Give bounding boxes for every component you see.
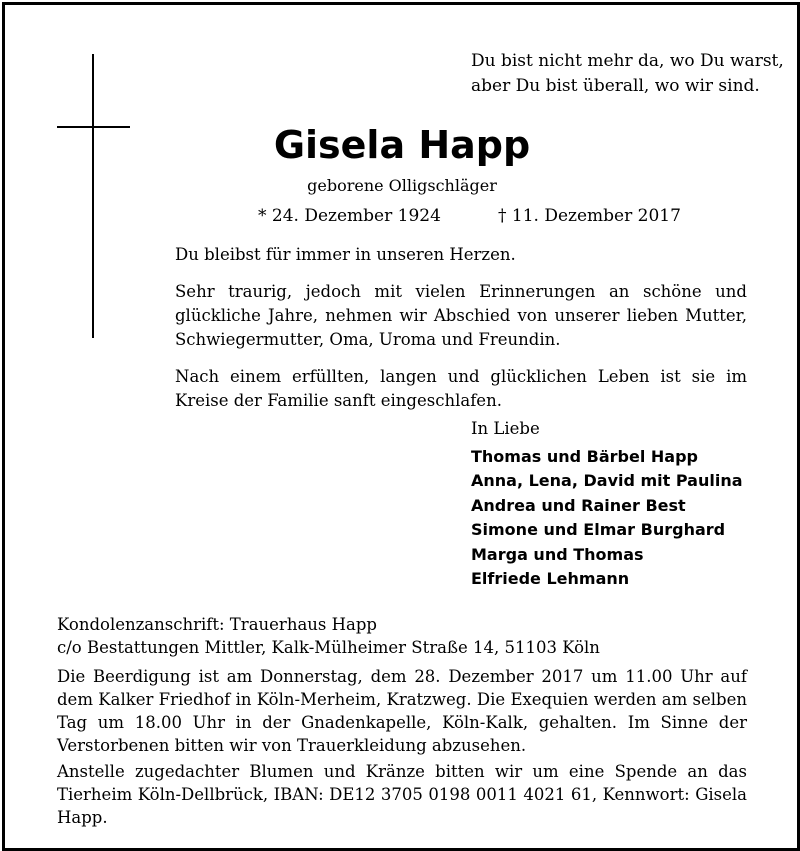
death-date: † 11. Dezember 2017 [498, 206, 681, 226]
mourner-name: Andrea und Rainer Best [471, 495, 686, 515]
birth-date: * 24. Dezember 1924 [258, 206, 441, 226]
deceased-name: Gisela Happ [273, 123, 531, 167]
quote-line: Du bist nicht mehr da, wo Du warst, [471, 51, 784, 71]
address-line: Kondolenzanschrift: Trauerhaus Happ [57, 615, 377, 634]
maiden-name: geborene Olligschläger [307, 176, 497, 195]
mourner-name: Marga und Thomas [471, 544, 644, 564]
obituary-text [175, 243, 747, 426]
mourner-name: Elfriede Lehmann [471, 569, 630, 589]
mourner-name: Anna, Lena, David mit Paulina [471, 471, 743, 491]
paragraph: Sehr traurig, jedoch mit vielen Erinnerungen an schöne und glückliche Jahre, nehmen wir Abschied von unserer lieben Mutter, Schwiegermutter, Oma, Uroma und Freundin. [175, 282, 747, 349]
condolence-address [57, 613, 600, 659]
memorial-quote [471, 49, 791, 99]
mourners-list [471, 445, 743, 591]
paragraph: Die Beerdigung ist am Donnerstag, dem 28. Dezember 2017 um 11.00 Uhr auf dem Kalker Friedhof in Köln-Merheim, Kratzweg. Die Exequien werden am selben Tag um 18.00 Uhr in der Gnadenkapelle, Köln-Kalk, gehalten. Im Sinne der Verstorbenen bitten wir von Trauerkleidung abzusehen. [57, 667, 747, 755]
funeral-details [57, 665, 747, 832]
quote-line: aber Du bist überall, wo wir sind. [471, 76, 760, 96]
address-line: c/o Bestattungen Mittler, Kalk-Mülheimer Straße 14, 51103 Köln [57, 638, 600, 657]
mourner-name: Thomas und Bärbel Happ [471, 447, 698, 466]
paragraph: Anstelle zugedachter Blumen und Kränze bitten wir um eine Spende an das Tierheim Köln-Dellbrück, IBAN: DE12 3705 0198 0011 4021 61, Kennwort: Gisela Happ. [57, 762, 747, 827]
mourner-name: Simone und Elmar Burghard [471, 520, 726, 540]
mourners-intro: In Liebe [471, 419, 540, 438]
paragraph: Du bleibst für immer in unseren Herzen. [175, 245, 516, 264]
paragraph: Nach einem erfüllten, langen und glücklichen Leben ist sie im Kreise der Familie sanft eingeschlafen. [175, 367, 747, 410]
obituary-notice [2, 2, 800, 851]
